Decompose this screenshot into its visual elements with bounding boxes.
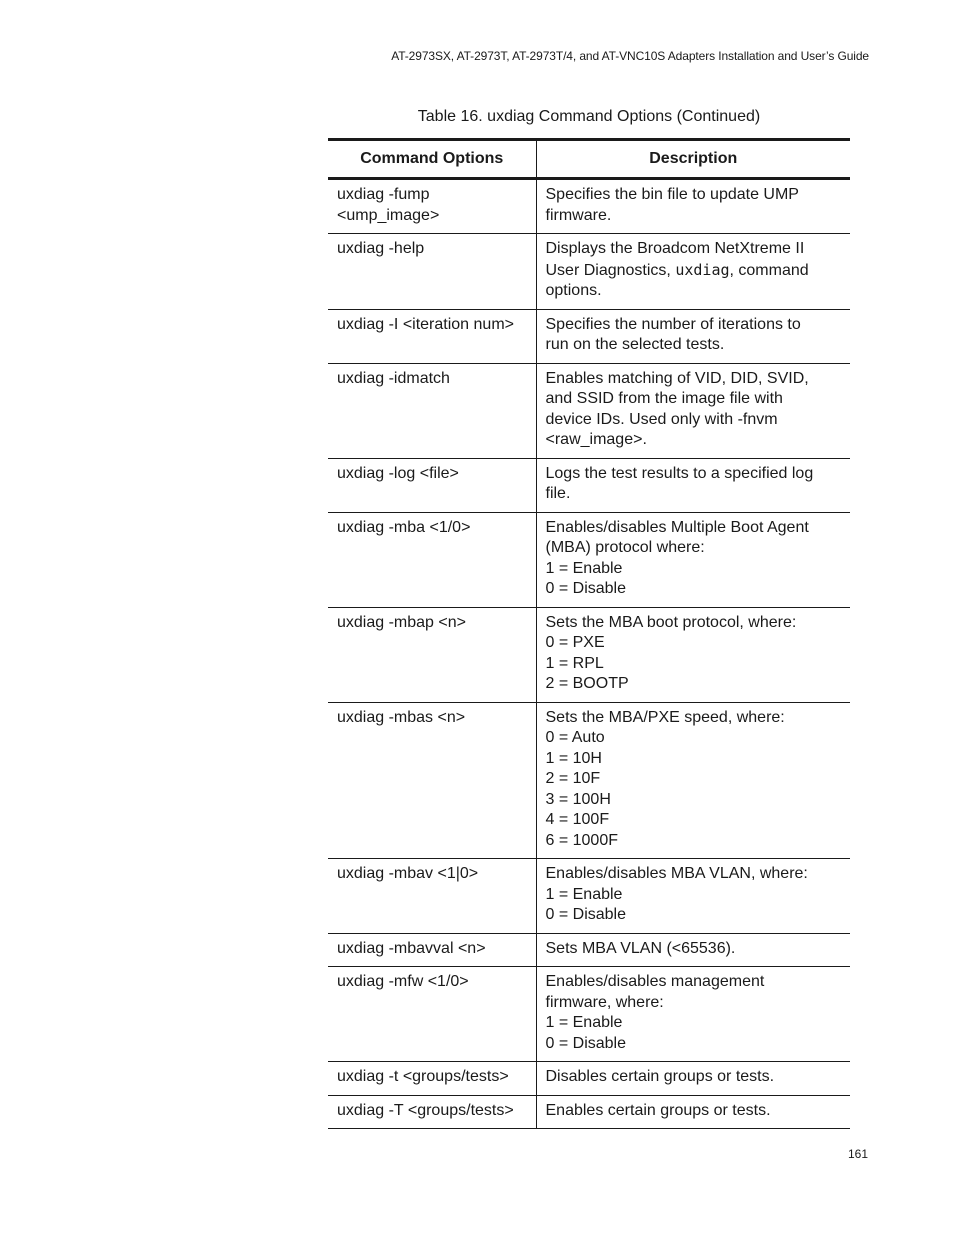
command-option-line: uxdiag -mbavval <n> (337, 939, 486, 957)
table-row (328, 458, 850, 512)
description-line: device IDs. Used only with -fnvm (545, 410, 778, 428)
description-cell (536, 607, 850, 702)
table-row (328, 309, 850, 363)
command-option-cell (328, 234, 536, 310)
description-line: 6 = 1000F (545, 831, 618, 849)
table-row (328, 702, 850, 859)
command-option-cell (328, 859, 536, 934)
description-line: Sets the MBA boot protocol, where: (545, 613, 797, 631)
description-cell (536, 859, 850, 934)
description-line: run on the selected tests. (545, 336, 725, 353)
command-option-line: uxdiag -log <file> (337, 464, 459, 482)
table-row (328, 512, 850, 607)
command-option-line: uxdiag -mba <1/0> (337, 518, 471, 536)
description-line: 1 = Enable (545, 885, 623, 903)
description-line: Enables/disables MBA VLAN, where: (545, 865, 808, 882)
command-option-cell (328, 309, 536, 363)
command-option-line: uxdiag -fump (337, 186, 430, 203)
description-line: Enables/disables management (545, 973, 765, 990)
command-option-line: uxdiag -I <iteration num> (337, 315, 514, 333)
command-options-table (328, 138, 850, 1129)
code-text: uxdiag (675, 260, 730, 279)
command-option-line: uxdiag -T <groups/tests> (337, 1101, 514, 1119)
description-cell (536, 234, 850, 310)
running-header: AT-2973SX, AT-2973T, AT-2973T/4, and AT-VNC10S Adapters Installation and User’s Guide (391, 49, 869, 63)
description-line: file. (545, 485, 571, 502)
description-cell (536, 1095, 850, 1129)
column-header-description: Description (536, 140, 850, 179)
command-option-cell (328, 1062, 536, 1096)
description-line: firmware. (545, 206, 612, 224)
table-row (328, 607, 850, 702)
description-line: 0 = Disable (545, 580, 626, 597)
description-line: Displays the Broadcom NetXtreme II (545, 240, 805, 257)
table-row (328, 363, 850, 458)
description-line: 4 = 100F (545, 811, 610, 828)
description-line: Disables certain groups or tests. (545, 1068, 775, 1085)
description-line: Sets the MBA/PXE speed, where: (545, 708, 785, 726)
description-cell (536, 363, 850, 458)
table-row (328, 1062, 850, 1096)
table-row (328, 179, 850, 234)
command-option-line: uxdiag -mbap <n> (337, 613, 466, 631)
command-option-cell (328, 458, 536, 512)
description-line: Specifies the bin file to update UMP (545, 186, 799, 203)
description-line: 0 = Disable (545, 1034, 626, 1052)
description-line: 0 = PXE (545, 634, 605, 651)
table-row (328, 967, 850, 1062)
command-option-cell (328, 702, 536, 859)
command-option-cell (328, 512, 536, 607)
description-line: 1 = Enable (545, 1014, 623, 1031)
command-option-line: uxdiag -mfw <1/0> (337, 973, 469, 990)
description-cell (536, 179, 850, 234)
command-option-cell (328, 933, 536, 967)
table-row (328, 1095, 850, 1129)
description-line: Logs the test results to a specified log (545, 464, 814, 482)
page-number: 161 (847, 1147, 868, 1161)
command-option-cell (328, 607, 536, 702)
command-option-line: uxdiag -help (337, 240, 425, 257)
table-caption: Table 16. uxdiag Command Options (Continued) (417, 108, 761, 125)
description-line: 0 = Disable (545, 906, 626, 923)
command-option-cell (328, 967, 536, 1062)
description-cell (536, 967, 850, 1062)
description-line: and SSID from the image file with (545, 390, 783, 407)
description-cell (536, 1062, 850, 1096)
description-line: Enables/disables Multiple Boot Agent (545, 518, 809, 536)
description-text: User Diagnostics, (545, 261, 676, 279)
description-line: Sets MBA VLAN (<65536). (545, 939, 736, 957)
table-row (328, 859, 850, 934)
description-cell (536, 702, 850, 859)
command-option-line: uxdiag -idmatch (337, 369, 450, 387)
description-cell (536, 458, 850, 512)
table-row (328, 933, 850, 967)
description-line: 0 = Auto (545, 729, 605, 746)
description-line: Enables certain groups or tests. (545, 1101, 771, 1119)
description-cell (536, 512, 850, 607)
command-option-cell (328, 363, 536, 458)
table-header-row (328, 140, 850, 179)
command-option-cell (328, 179, 536, 234)
description-text: , command (729, 261, 809, 279)
description-line: 1 = Enable (545, 559, 623, 577)
command-option-cell (328, 1095, 536, 1129)
column-header-command-options: Command Options (328, 140, 536, 179)
description-line: <raw_image>. (545, 431, 647, 448)
command-option-line: uxdiag -mbav <1|0> (337, 865, 479, 882)
command-option-line: <ump_image> (337, 206, 440, 224)
description-line: 1 = RPL (545, 654, 604, 672)
description-line: 2 = BOOTP (545, 675, 629, 692)
description-line: 3 = 100H (545, 790, 611, 808)
description-cell (536, 933, 850, 967)
command-option-line: uxdiag -t <groups/tests> (337, 1068, 509, 1085)
description-line: Specifies the number of iterations to (545, 315, 801, 333)
description-line: 2 = 10F (545, 770, 601, 787)
table-row (328, 234, 850, 310)
description-line: Enables matching of VID, DID, SVID, (545, 369, 809, 387)
description-line: 1 = 10H (545, 749, 602, 767)
description-line: firmware, where: (545, 993, 664, 1011)
description-line: (MBA) protocol where: (545, 539, 705, 556)
description-cell (536, 309, 850, 363)
description-line: options. (545, 282, 602, 299)
command-option-line: uxdiag -mbas <n> (337, 708, 466, 726)
description-line-with-code (546, 260, 842, 282)
